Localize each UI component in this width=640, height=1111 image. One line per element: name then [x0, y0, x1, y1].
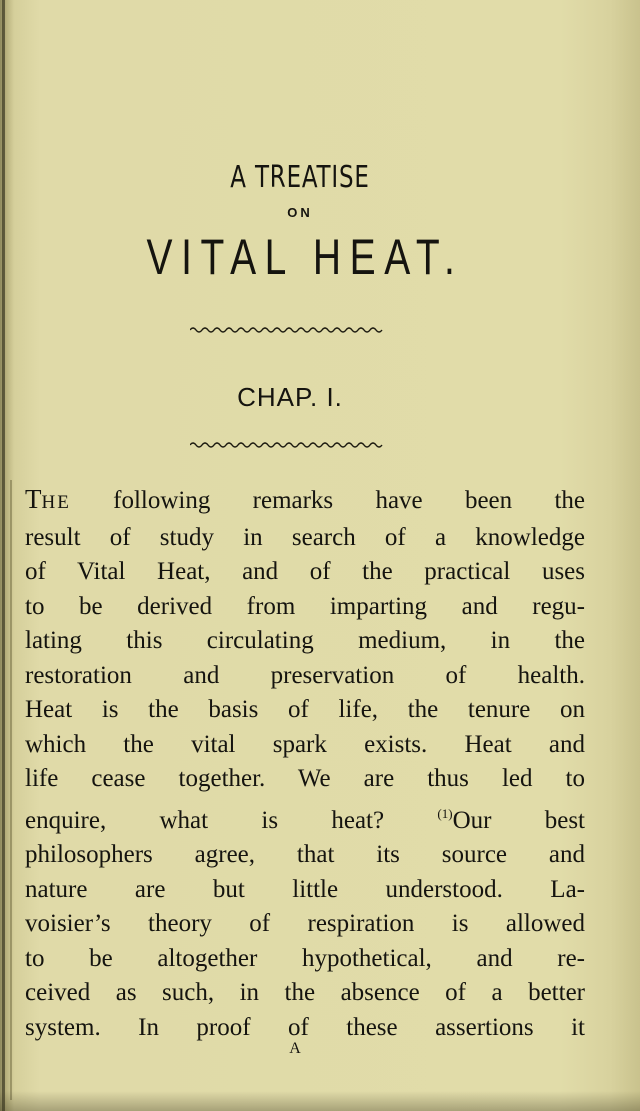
text-line: of Vital Heat, and of the practical uses [25, 558, 585, 585]
text-line: which the vital spark exists. Heat and [25, 730, 585, 758]
ornamental-rule-top [190, 325, 385, 335]
main-title: VITAL HEAT. [146, 229, 464, 285]
line-1-text: following remarks have been the [70, 487, 585, 514]
text-line: ceived as such, in the absence of a better [25, 979, 585, 1006]
text-line: nature are but little understood. La- [25, 875, 585, 903]
page-bottom-shadow [0, 1091, 640, 1111]
title-line-on: ON [287, 205, 313, 220]
text-line [25, 482, 585, 521]
line-10-end: Our best [452, 806, 586, 834]
binding-edge [2, 0, 5, 1111]
text-line: restoration and preservation of health. [25, 661, 585, 689]
opening-capital: T [25, 484, 42, 514]
body-paragraph [25, 482, 585, 1045]
text-line: lating this circulating medium, in the [25, 627, 585, 654]
title-line-treatise: A TREATISE [230, 160, 370, 195]
binding-shadow [10, 480, 12, 1100]
text-line: Heat is the basis of life, the tenure on [25, 696, 585, 723]
text-line: voisier’s theory of respiration is allowed [25, 910, 585, 937]
text-line: philosophers agree, that its source and [25, 841, 585, 868]
text-line: to be altogether hypothetical, and re- [25, 944, 585, 972]
footnote-marker[interactable]: (1) [437, 805, 453, 821]
chapter-heading: CHAP. I. [237, 382, 343, 412]
text-line: system. In proof of these assertions it [25, 1013, 585, 1041]
printer-signature: A [289, 1040, 301, 1057]
ornamental-rule-bottom [190, 440, 385, 450]
text-line: life cease together. We are thus led to [25, 765, 585, 792]
text-line: result of study in search of a knowledge [25, 523, 585, 551]
line-10-start: enquire, what is heat? [25, 806, 385, 834]
text-line [25, 797, 585, 839]
text-line: to be derived from imparting and regu- [25, 592, 585, 620]
opening-small-caps: HE [41, 492, 71, 513]
